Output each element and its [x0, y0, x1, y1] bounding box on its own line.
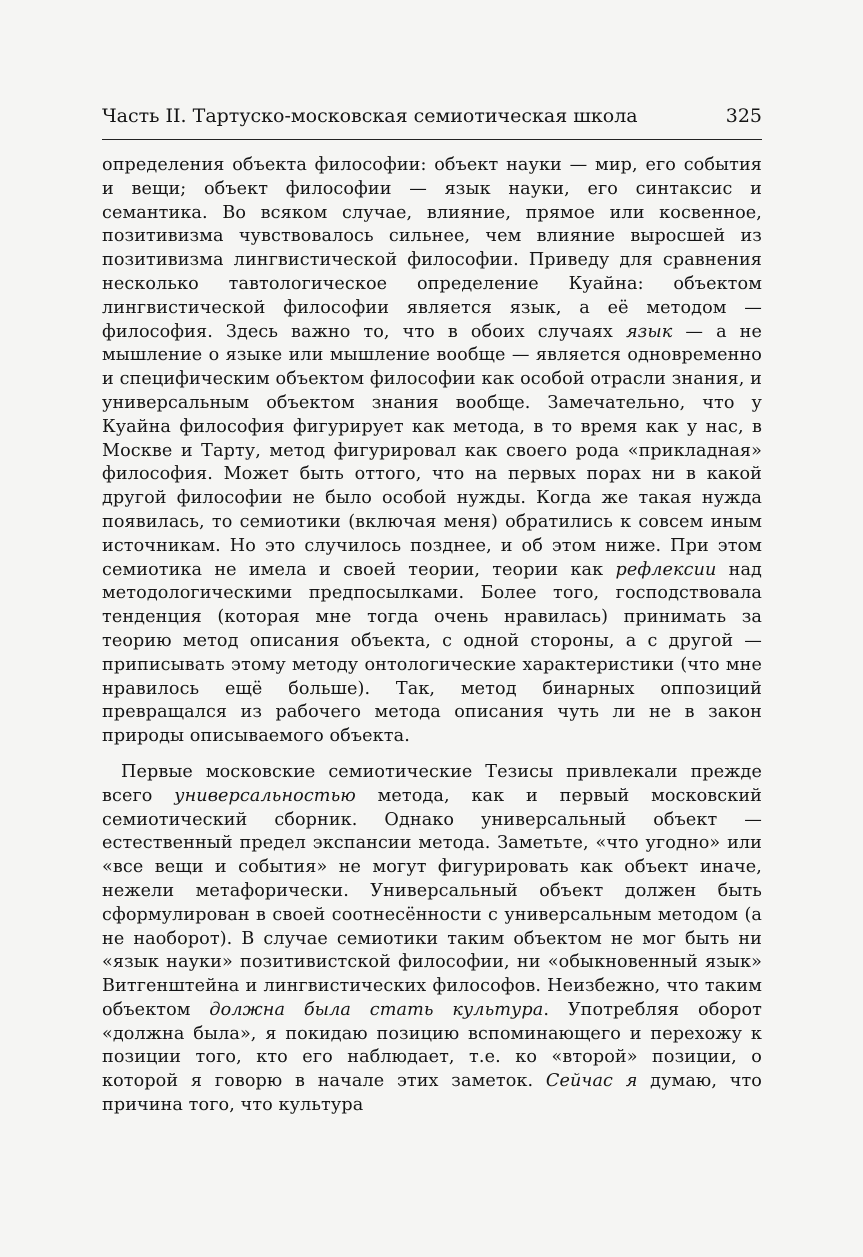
text-run: думаю, что причина того, что культура [102, 1071, 762, 1116]
body-text [102, 154, 762, 1118]
emphasis-run: язык [625, 321, 673, 342]
running-head [102, 104, 762, 128]
text-run: — а не мышление о языке или мышление вообще — является одновременно и специфическим объектом философии как особой отрасли знания, и универсальным объектом знания вообще. Замечательно, что у Куайна философия фигурирует как метода, в то время как у нас, в Москве и Тарту, метод фигурировал как своего рода «прикладная» философия. Может быть оттого, что на первых порах ни в какой другой философии не было особой нужды. Когда же такая нужда появилась, то семиотики (включая меня) обратились к совсем иным источникам. Но это случилось позднее, и об этом ниже. При этом семиотика не имела и своей теории, теории как [102, 321, 762, 580]
text-run: над методологическими предпосылками. Более того, господствовала тенденция (которая мне тогда очень нравилась) принимать за теорию метод описания объекта, с одной стороны, а с другой — приписывать этому методу онтологические характеристики (что мне нравилось ещё больше). Так, метод бинарных оппозиций превращался из рабочего метода описания чуть ли не в закон природы описываемого объекта. [102, 559, 762, 747]
paragraph-2 [102, 761, 762, 1118]
text-run: Первые московские семиотические Тезисы привлекали прежде всего [102, 761, 762, 806]
emphasis-run: рефлексии [615, 559, 717, 580]
emphasis-run: универсальностью [174, 785, 356, 806]
page-number: 325 [725, 105, 762, 127]
running-head-title: Часть II. Тартуско-московская семиотическая школа [102, 105, 638, 127]
text-run: метода, как и первый московский семиотический сборник. Однако универсальный объект — естественный предел экспансии метода. Заметьте, «что угодно» или «все вещи и события» не могут фигурировать как объект иначе, нежели метафорически. Универсальный объект должен быть сформулирован в своей соотнесённости с универсальным методом (а не наоборот). В случае семиотики таким объектом не мог быть ни «язык науки» позитивистской философии, ни «обыкновенный язык» Витгенштейна и лингвистических философов. Неизбежно, что таким объектом [102, 785, 762, 1020]
header-rule [102, 139, 762, 140]
emphasis-run: Сейчас я [545, 1071, 638, 1092]
text-run: . Употребляя оборот «должна была», я покидаю позицию вспоминающего и перехожу к позиции того, кто его наблюдает, т.е. ко «второй» позиции, о которой я говорю в начале этих заметок. [102, 999, 762, 1092]
paragraph-1 [102, 154, 762, 749]
text-run: определения объекта философии: объект науки — мир, его события и вещи; объект философии — язык науки, его синтаксис и семантика. Во всяком случае, влияние, прямое или косвенное, позитивизма чувствовалось сильнее, чем влияние выросшей из позитивизма лингвистической философии. Приведу для сравнения несколько тавтологическое определение Куайна: объектом лингвистической философии является язык, а её методом — философия. Здесь важно то, что в обоих случаях [102, 155, 762, 342]
emphasis-run: должна была стать культура [209, 999, 544, 1020]
